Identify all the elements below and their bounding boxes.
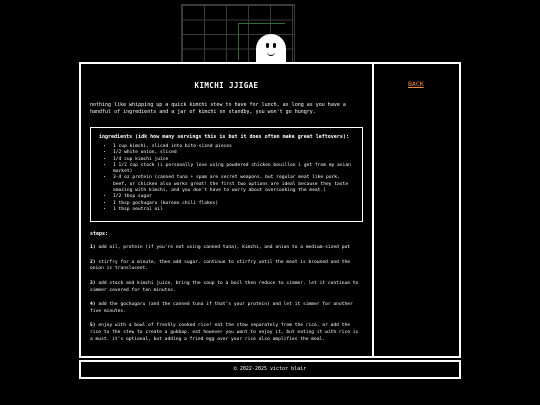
step-item	[90, 260, 363, 273]
step-number: 4)	[90, 302, 96, 308]
footer	[79, 360, 461, 379]
page-title: KIMCHI JJIGAE	[194, 81, 259, 90]
step-number: 3)	[90, 281, 96, 287]
step-item	[90, 245, 363, 252]
ingredients-heading: ingredients (idk how many servings this is but it does often make great leftovers):	[99, 134, 349, 140]
steps-heading: steps:	[90, 231, 109, 238]
ingredients-box	[90, 127, 363, 222]
side-nav-panel	[374, 62, 461, 358]
ghost-eye-right	[273, 43, 276, 48]
step-text: enjoy with a bowl of freshly cooked rice! eat the stew separately from the rice, or add the rice to the stew to create a gukbap. eat however you want to enjoy it, but eating it with rice is a must. it's optional, but adding a fried egg over your rice also amplifies the meal.	[90, 323, 359, 342]
ghost-icon	[256, 34, 286, 64]
step-text: add the gochugaru (and the canned tuna if that's your protein) and let it simmer for another five minutes.	[90, 302, 353, 314]
step-item	[90, 281, 363, 294]
ghost-eye-left	[266, 43, 269, 48]
recipe-panel	[79, 62, 374, 358]
ghost-mouth	[267, 51, 275, 56]
step-text: add oil, protein (if you're not using canned tuna), kimchi, and onion to a medium-sized pot	[98, 245, 351, 251]
step-number: 1)	[90, 245, 96, 251]
step-number: 2)	[90, 259, 96, 265]
step-number: 5)	[90, 323, 96, 329]
ingredient-item: • 1 cup kimchi, sliced into bite-sized pieces	[113, 144, 353, 150]
step-text: add stock and kimchi juice. bring the soup to a boil then reduce to simmer. let it continue to simmer covered for ten minutes.	[90, 281, 359, 293]
ingredients-list	[99, 144, 353, 213]
step-text: stirfry for a minute, then add sugar. continue to stirfry until the meat is browned and the onion is translucent.	[90, 259, 351, 272]
ingredient-item: • 1/2 white onion, sliced	[113, 150, 353, 156]
back-link[interactable]: BACK	[408, 80, 424, 88]
ingredient-item: • 1 1/2 cup stock (i personally love using powdered chicken bouillon i get from my asian market)	[113, 163, 353, 176]
ingredient-item: • 1/4 cup kimchi juice	[113, 157, 353, 163]
ingredient-item: • 1/2 tbsp sugar	[113, 194, 353, 200]
step-item	[90, 323, 363, 343]
ingredient-item: • 3-4 oz protein (canned tuna + spam are secret weapons, but regular meat like pork, beef, or chicken also works great! the first two options are ideal because they taste amazing with kimchi, and you don't have to worry about overcooking the meat.)	[113, 175, 353, 194]
step-item	[90, 302, 363, 315]
ingredient-item: • 1 tbsp neutral oil	[113, 207, 353, 213]
intro-text: nothing like whipping up a quick kimchi stew to have for lunch, as long as you have a handful of ingredients and a jar of kimchi on standby, you won't go hungry.	[90, 102, 346, 115]
copyright-text: © 2022-2025 victor blair	[233, 366, 307, 372]
ingredient-item: • 1 tbsp gochugaru (korean chili flakes)	[113, 201, 353, 207]
